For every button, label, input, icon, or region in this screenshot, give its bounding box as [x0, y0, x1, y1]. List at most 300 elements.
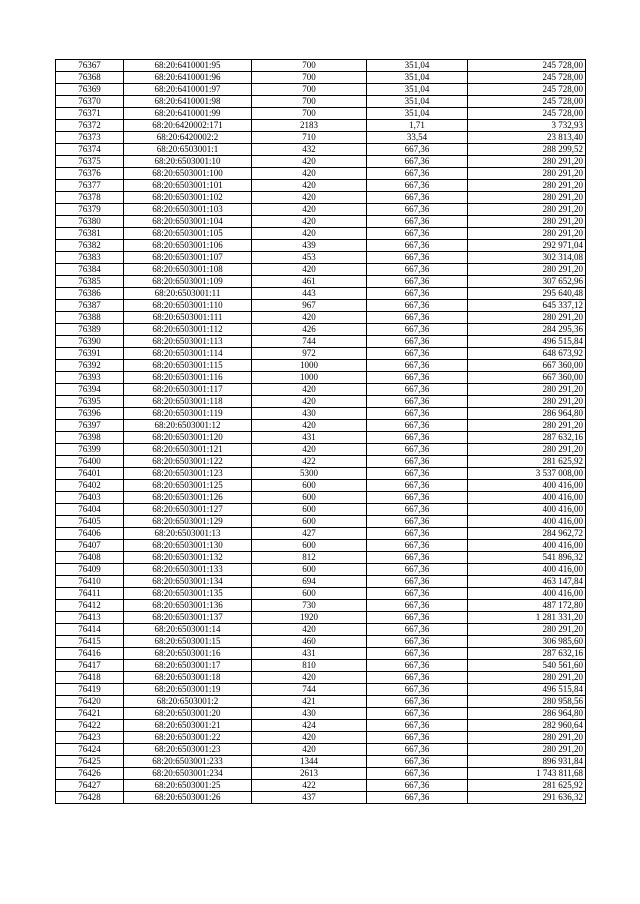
row-number-cell: 76389 — [56, 324, 124, 336]
value-cell: 280 291,20 — [468, 384, 586, 396]
row-number-cell: 76377 — [56, 180, 124, 192]
value-cell: 286 964,80 — [468, 408, 586, 420]
cadastral-number-cell: 68:20:6503001:136 — [124, 600, 252, 612]
area-cell: 420 — [252, 396, 367, 408]
row-number-cell: 76390 — [56, 336, 124, 348]
rate-cell: 667,36 — [367, 528, 468, 540]
cadastral-number-cell: 68:20:6503001:233 — [124, 756, 252, 768]
row-number-cell: 76425 — [56, 756, 124, 768]
value-cell: 280 291,20 — [468, 228, 586, 240]
cadastral-number-cell: 68:20:6503001:100 — [124, 168, 252, 180]
value-cell: 281 625,92 — [468, 456, 586, 468]
cadastral-number-cell: 68:20:6503001:17 — [124, 660, 252, 672]
rate-cell: 667,36 — [367, 756, 468, 768]
area-cell: 700 — [252, 72, 367, 84]
row-number-cell: 76398 — [56, 432, 124, 444]
value-cell: 284 295,36 — [468, 324, 586, 336]
area-cell: 5300 — [252, 468, 367, 480]
row-number-cell: 76383 — [56, 252, 124, 264]
rate-cell: 667,36 — [367, 504, 468, 516]
value-cell: 281 625,92 — [468, 780, 586, 792]
cadastral-number-cell: 68:20:6503001:109 — [124, 276, 252, 288]
value-cell: 280 291,20 — [468, 744, 586, 756]
table-row — [56, 408, 586, 420]
cadastral-number-cell: 68:20:6503001:116 — [124, 372, 252, 384]
row-number-cell: 76376 — [56, 168, 124, 180]
value-cell: 280 291,20 — [468, 672, 586, 684]
value-cell: 667 360,00 — [468, 372, 586, 384]
rate-cell: 667,36 — [367, 396, 468, 408]
value-cell: 280 291,20 — [468, 396, 586, 408]
cadastral-number-cell: 68:20:6503001:103 — [124, 204, 252, 216]
table-body — [56, 60, 586, 804]
cadastral-number-cell: 68:20:6503001:123 — [124, 468, 252, 480]
cadastral-number-cell: 68:20:6503001:126 — [124, 492, 252, 504]
table-row — [56, 276, 586, 288]
table-row — [56, 756, 586, 768]
area-cell: 694 — [252, 576, 367, 588]
row-number-cell: 76421 — [56, 708, 124, 720]
table-row — [56, 396, 586, 408]
rate-cell: 667,36 — [367, 636, 468, 648]
area-cell: 600 — [252, 588, 367, 600]
area-cell: 460 — [252, 636, 367, 648]
row-number-cell: 76400 — [56, 456, 124, 468]
value-cell: 400 416,00 — [468, 504, 586, 516]
area-cell: 600 — [252, 564, 367, 576]
rate-cell: 667,36 — [367, 180, 468, 192]
row-number-cell: 76427 — [56, 780, 124, 792]
row-number-cell: 76417 — [56, 660, 124, 672]
value-cell: 280 291,20 — [468, 216, 586, 228]
rate-cell: 667,36 — [367, 252, 468, 264]
value-cell: 400 416,00 — [468, 588, 586, 600]
table-row — [56, 432, 586, 444]
row-number-cell: 76378 — [56, 192, 124, 204]
rate-cell: 667,36 — [367, 444, 468, 456]
cadastral-number-cell: 68:20:6503001:111 — [124, 312, 252, 324]
value-cell: 280 291,20 — [468, 312, 586, 324]
cadastral-number-cell: 68:20:6503001:106 — [124, 240, 252, 252]
land-parcel-table — [55, 59, 586, 804]
cadastral-number-cell: 68:20:6503001:132 — [124, 552, 252, 564]
value-cell: 280 291,20 — [468, 168, 586, 180]
area-cell: 432 — [252, 144, 367, 156]
table-row — [56, 372, 586, 384]
value-cell: 400 416,00 — [468, 516, 586, 528]
rate-cell: 667,36 — [367, 336, 468, 348]
table-row — [56, 600, 586, 612]
rate-cell: 667,36 — [367, 276, 468, 288]
rate-cell: 667,36 — [367, 588, 468, 600]
value-cell: 400 416,00 — [468, 540, 586, 552]
area-cell: 700 — [252, 60, 367, 72]
cadastral-number-cell: 68:20:6503001:104 — [124, 216, 252, 228]
cadastral-number-cell: 68:20:6503001:26 — [124, 792, 252, 804]
row-number-cell: 76409 — [56, 564, 124, 576]
row-number-cell: 76368 — [56, 72, 124, 84]
cadastral-number-cell: 68:20:6503001:118 — [124, 396, 252, 408]
area-cell: 430 — [252, 408, 367, 420]
cadastral-number-cell: 68:20:6503001:10 — [124, 156, 252, 168]
area-cell: 420 — [252, 384, 367, 396]
row-number-cell: 76419 — [56, 684, 124, 696]
area-cell: 437 — [252, 792, 367, 804]
area-cell: 2183 — [252, 120, 367, 132]
table-row — [56, 588, 586, 600]
cadastral-number-cell: 68:20:6503001:120 — [124, 432, 252, 444]
row-number-cell: 76371 — [56, 108, 124, 120]
row-number-cell: 76428 — [56, 792, 124, 804]
rate-cell: 351,04 — [367, 84, 468, 96]
row-number-cell: 76372 — [56, 120, 124, 132]
rate-cell: 667,36 — [367, 540, 468, 552]
cadastral-number-cell: 68:20:6503001:108 — [124, 264, 252, 276]
cadastral-number-cell: 68:20:6503001:121 — [124, 444, 252, 456]
rate-cell: 667,36 — [367, 552, 468, 564]
row-number-cell: 76412 — [56, 600, 124, 612]
row-number-cell: 76367 — [56, 60, 124, 72]
cadastral-number-cell: 68:20:6503001:25 — [124, 780, 252, 792]
table-row — [56, 132, 586, 144]
area-cell: 420 — [252, 624, 367, 636]
table-row — [56, 684, 586, 696]
cadastral-number-cell: 68:20:6503001:19 — [124, 684, 252, 696]
value-cell: 645 337,12 — [468, 300, 586, 312]
table-row — [56, 636, 586, 648]
table-row — [56, 120, 586, 132]
row-number-cell: 76374 — [56, 144, 124, 156]
table-row — [56, 240, 586, 252]
row-number-cell: 76401 — [56, 468, 124, 480]
table-row — [56, 648, 586, 660]
table-row — [56, 672, 586, 684]
rate-cell: 667,36 — [367, 456, 468, 468]
row-number-cell: 76403 — [56, 492, 124, 504]
cadastral-number-cell: 68:20:6420002:171 — [124, 120, 252, 132]
rate-cell: 667,36 — [367, 612, 468, 624]
table-row — [56, 696, 586, 708]
area-cell: 421 — [252, 696, 367, 708]
cadastral-number-cell: 68:20:6503001:117 — [124, 384, 252, 396]
value-cell: 487 172,80 — [468, 600, 586, 612]
value-cell: 496 515,84 — [468, 336, 586, 348]
row-number-cell: 76397 — [56, 420, 124, 432]
area-cell: 443 — [252, 288, 367, 300]
value-cell: 540 561,60 — [468, 660, 586, 672]
cadastral-number-cell: 68:20:6503001:102 — [124, 192, 252, 204]
area-cell: 420 — [252, 732, 367, 744]
table-row — [56, 708, 586, 720]
value-cell: 23 813,40 — [468, 132, 586, 144]
cadastral-number-cell: 68:20:6503001:135 — [124, 588, 252, 600]
table-row — [56, 720, 586, 732]
rate-cell: 667,36 — [367, 144, 468, 156]
area-cell: 420 — [252, 168, 367, 180]
value-cell: 282 960,64 — [468, 720, 586, 732]
cadastral-number-cell: 68:20:6503001:23 — [124, 744, 252, 756]
table-row — [56, 96, 586, 108]
table-row — [56, 144, 586, 156]
table-row — [56, 300, 586, 312]
area-cell: 600 — [252, 504, 367, 516]
table-row — [56, 468, 586, 480]
table-row — [56, 336, 586, 348]
rate-cell: 667,36 — [367, 228, 468, 240]
cadastral-number-cell: 68:20:6503001:115 — [124, 360, 252, 372]
value-cell: 245 728,00 — [468, 72, 586, 84]
area-cell: 710 — [252, 132, 367, 144]
cadastral-number-cell: 68:20:6410001:96 — [124, 72, 252, 84]
rate-cell: 667,36 — [367, 204, 468, 216]
row-number-cell: 76381 — [56, 228, 124, 240]
table-row — [56, 156, 586, 168]
row-number-cell: 76399 — [56, 444, 124, 456]
rate-cell: 667,36 — [367, 216, 468, 228]
rate-cell: 667,36 — [367, 312, 468, 324]
table-row — [56, 108, 586, 120]
area-cell: 439 — [252, 240, 367, 252]
area-cell: 730 — [252, 600, 367, 612]
value-cell: 291 636,32 — [468, 792, 586, 804]
table-row — [56, 204, 586, 216]
area-cell: 600 — [252, 492, 367, 504]
value-cell: 245 728,00 — [468, 84, 586, 96]
rate-cell: 667,36 — [367, 576, 468, 588]
rate-cell: 33,54 — [367, 132, 468, 144]
value-cell: 245 728,00 — [468, 108, 586, 120]
area-cell: 700 — [252, 96, 367, 108]
table-row — [56, 540, 586, 552]
value-cell: 287 632,16 — [468, 432, 586, 444]
value-cell: 286 964,80 — [468, 708, 586, 720]
rate-cell: 667,36 — [367, 600, 468, 612]
cadastral-number-cell: 68:20:6503001:101 — [124, 180, 252, 192]
value-cell: 295 640,48 — [468, 288, 586, 300]
cadastral-number-cell: 68:20:6503001:110 — [124, 300, 252, 312]
table-row — [56, 660, 586, 672]
value-cell: 245 728,00 — [468, 60, 586, 72]
value-cell: 284 962,72 — [468, 528, 586, 540]
rate-cell: 351,04 — [367, 96, 468, 108]
table-row — [56, 456, 586, 468]
table-row — [56, 168, 586, 180]
rate-cell: 667,36 — [367, 660, 468, 672]
cadastral-number-cell: 68:20:6503001:21 — [124, 720, 252, 732]
row-number-cell: 76396 — [56, 408, 124, 420]
cadastral-number-cell: 68:20:6503001:18 — [124, 672, 252, 684]
table-row — [56, 444, 586, 456]
value-cell: 280 291,20 — [468, 420, 586, 432]
value-cell: 292 971,04 — [468, 240, 586, 252]
area-cell: 420 — [252, 672, 367, 684]
area-cell: 420 — [252, 744, 367, 756]
area-cell: 431 — [252, 648, 367, 660]
cadastral-number-cell: 68:20:6503001:112 — [124, 324, 252, 336]
table-row — [56, 192, 586, 204]
table-row — [56, 312, 586, 324]
rate-cell: 667,36 — [367, 684, 468, 696]
table-row — [56, 528, 586, 540]
row-number-cell: 76413 — [56, 612, 124, 624]
area-cell: 420 — [252, 312, 367, 324]
row-number-cell: 76393 — [56, 372, 124, 384]
row-number-cell: 76384 — [56, 264, 124, 276]
area-cell: 420 — [252, 204, 367, 216]
row-number-cell: 76422 — [56, 720, 124, 732]
rate-cell: 351,04 — [367, 72, 468, 84]
cadastral-number-cell: 68:20:6503001:234 — [124, 768, 252, 780]
cadastral-number-cell: 68:20:6503001:113 — [124, 336, 252, 348]
rate-cell: 667,36 — [367, 420, 468, 432]
rate-cell: 667,36 — [367, 156, 468, 168]
value-cell: 463 147,84 — [468, 576, 586, 588]
table-row — [56, 72, 586, 84]
table-row — [56, 552, 586, 564]
rate-cell: 667,36 — [367, 360, 468, 372]
rate-cell: 667,36 — [367, 708, 468, 720]
rate-cell: 667,36 — [367, 324, 468, 336]
value-cell: 3 537 008,00 — [468, 468, 586, 480]
cadastral-number-cell: 68:20:6503001:133 — [124, 564, 252, 576]
rate-cell: 667,36 — [367, 732, 468, 744]
value-cell: 3 732,93 — [468, 120, 586, 132]
table-row — [56, 732, 586, 744]
value-cell: 307 652,96 — [468, 276, 586, 288]
rate-cell: 667,36 — [367, 240, 468, 252]
value-cell: 280 291,20 — [468, 444, 586, 456]
rate-cell: 667,36 — [367, 372, 468, 384]
rate-cell: 667,36 — [367, 672, 468, 684]
area-cell: 600 — [252, 516, 367, 528]
rate-cell: 667,36 — [367, 516, 468, 528]
value-cell: 287 632,16 — [468, 648, 586, 660]
cadastral-number-cell: 68:20:6420002:2 — [124, 132, 252, 144]
cadastral-number-cell: 68:20:6503001:137 — [124, 612, 252, 624]
table-row — [56, 252, 586, 264]
area-cell: 430 — [252, 708, 367, 720]
value-cell: 280 291,20 — [468, 264, 586, 276]
area-cell: 420 — [252, 180, 367, 192]
rate-cell: 667,36 — [367, 384, 468, 396]
rate-cell: 667,36 — [367, 720, 468, 732]
area-cell: 420 — [252, 420, 367, 432]
cadastral-number-cell: 68:20:6503001:20 — [124, 708, 252, 720]
area-cell: 431 — [252, 432, 367, 444]
rate-cell: 667,36 — [367, 564, 468, 576]
row-number-cell: 76408 — [56, 552, 124, 564]
table-row — [56, 612, 586, 624]
row-number-cell: 76404 — [56, 504, 124, 516]
cadastral-number-cell: 68:20:6410001:99 — [124, 108, 252, 120]
table-row — [56, 384, 586, 396]
table-row — [56, 228, 586, 240]
table-row — [56, 780, 586, 792]
row-number-cell: 76370 — [56, 96, 124, 108]
cadastral-number-cell: 68:20:6503001:107 — [124, 252, 252, 264]
cadastral-number-cell: 68:20:6503001:16 — [124, 648, 252, 660]
cadastral-number-cell: 68:20:6410001:97 — [124, 84, 252, 96]
area-cell: 972 — [252, 348, 367, 360]
row-number-cell: 76423 — [56, 732, 124, 744]
area-cell: 810 — [252, 660, 367, 672]
rate-cell: 667,36 — [367, 408, 468, 420]
area-cell: 422 — [252, 456, 367, 468]
cadastral-number-cell: 68:20:6503001:127 — [124, 504, 252, 516]
area-cell: 422 — [252, 780, 367, 792]
cadastral-number-cell: 68:20:6503001:12 — [124, 420, 252, 432]
table-row — [56, 84, 586, 96]
cadastral-number-cell: 68:20:6410001:98 — [124, 96, 252, 108]
row-number-cell: 76388 — [56, 312, 124, 324]
rate-cell: 667,36 — [367, 768, 468, 780]
row-number-cell: 76402 — [56, 480, 124, 492]
row-number-cell: 76411 — [56, 588, 124, 600]
row-number-cell: 76406 — [56, 528, 124, 540]
table-row — [56, 516, 586, 528]
row-number-cell: 76387 — [56, 300, 124, 312]
table-row — [56, 744, 586, 756]
value-cell: 280 958,56 — [468, 696, 586, 708]
row-number-cell: 76405 — [56, 516, 124, 528]
area-cell: 600 — [252, 540, 367, 552]
area-cell: 426 — [252, 324, 367, 336]
rate-cell: 667,36 — [367, 192, 468, 204]
value-cell: 306 985,60 — [468, 636, 586, 648]
table-row — [56, 420, 586, 432]
value-cell: 302 314,08 — [468, 252, 586, 264]
table-row — [56, 792, 586, 804]
cadastral-number-cell: 68:20:6503001:2 — [124, 696, 252, 708]
rate-cell: 351,04 — [367, 60, 468, 72]
rate-cell: 667,36 — [367, 792, 468, 804]
rate-cell: 667,36 — [367, 288, 468, 300]
area-cell: 1000 — [252, 372, 367, 384]
table-row — [56, 264, 586, 276]
rate-cell: 667,36 — [367, 492, 468, 504]
cadastral-number-cell: 68:20:6503001:119 — [124, 408, 252, 420]
value-cell: 288 299,52 — [468, 144, 586, 156]
row-number-cell: 76373 — [56, 132, 124, 144]
rate-cell: 667,36 — [367, 624, 468, 636]
value-cell: 280 291,20 — [468, 156, 586, 168]
area-cell: 461 — [252, 276, 367, 288]
value-cell: 400 416,00 — [468, 492, 586, 504]
area-cell: 420 — [252, 228, 367, 240]
value-cell: 648 673,92 — [468, 348, 586, 360]
cadastral-number-cell: 68:20:6503001:130 — [124, 540, 252, 552]
row-number-cell: 76416 — [56, 648, 124, 660]
cadastral-number-cell: 68:20:6503001:22 — [124, 732, 252, 744]
table-row — [56, 180, 586, 192]
rate-cell: 667,36 — [367, 264, 468, 276]
area-cell: 2613 — [252, 768, 367, 780]
value-cell: 1 743 811,68 — [468, 768, 586, 780]
rate-cell: 1,71 — [367, 120, 468, 132]
area-cell: 424 — [252, 720, 367, 732]
cadastral-number-cell: 68:20:6503001:125 — [124, 480, 252, 492]
row-number-cell: 76426 — [56, 768, 124, 780]
cadastral-number-cell: 68:20:6410001:95 — [124, 60, 252, 72]
rate-cell: 351,04 — [367, 108, 468, 120]
row-number-cell: 76424 — [56, 744, 124, 756]
area-cell: 700 — [252, 108, 367, 120]
value-cell: 1 281 331,20 — [468, 612, 586, 624]
table-row — [56, 360, 586, 372]
row-number-cell: 76392 — [56, 360, 124, 372]
row-number-cell: 76391 — [56, 348, 124, 360]
row-number-cell: 76418 — [56, 672, 124, 684]
